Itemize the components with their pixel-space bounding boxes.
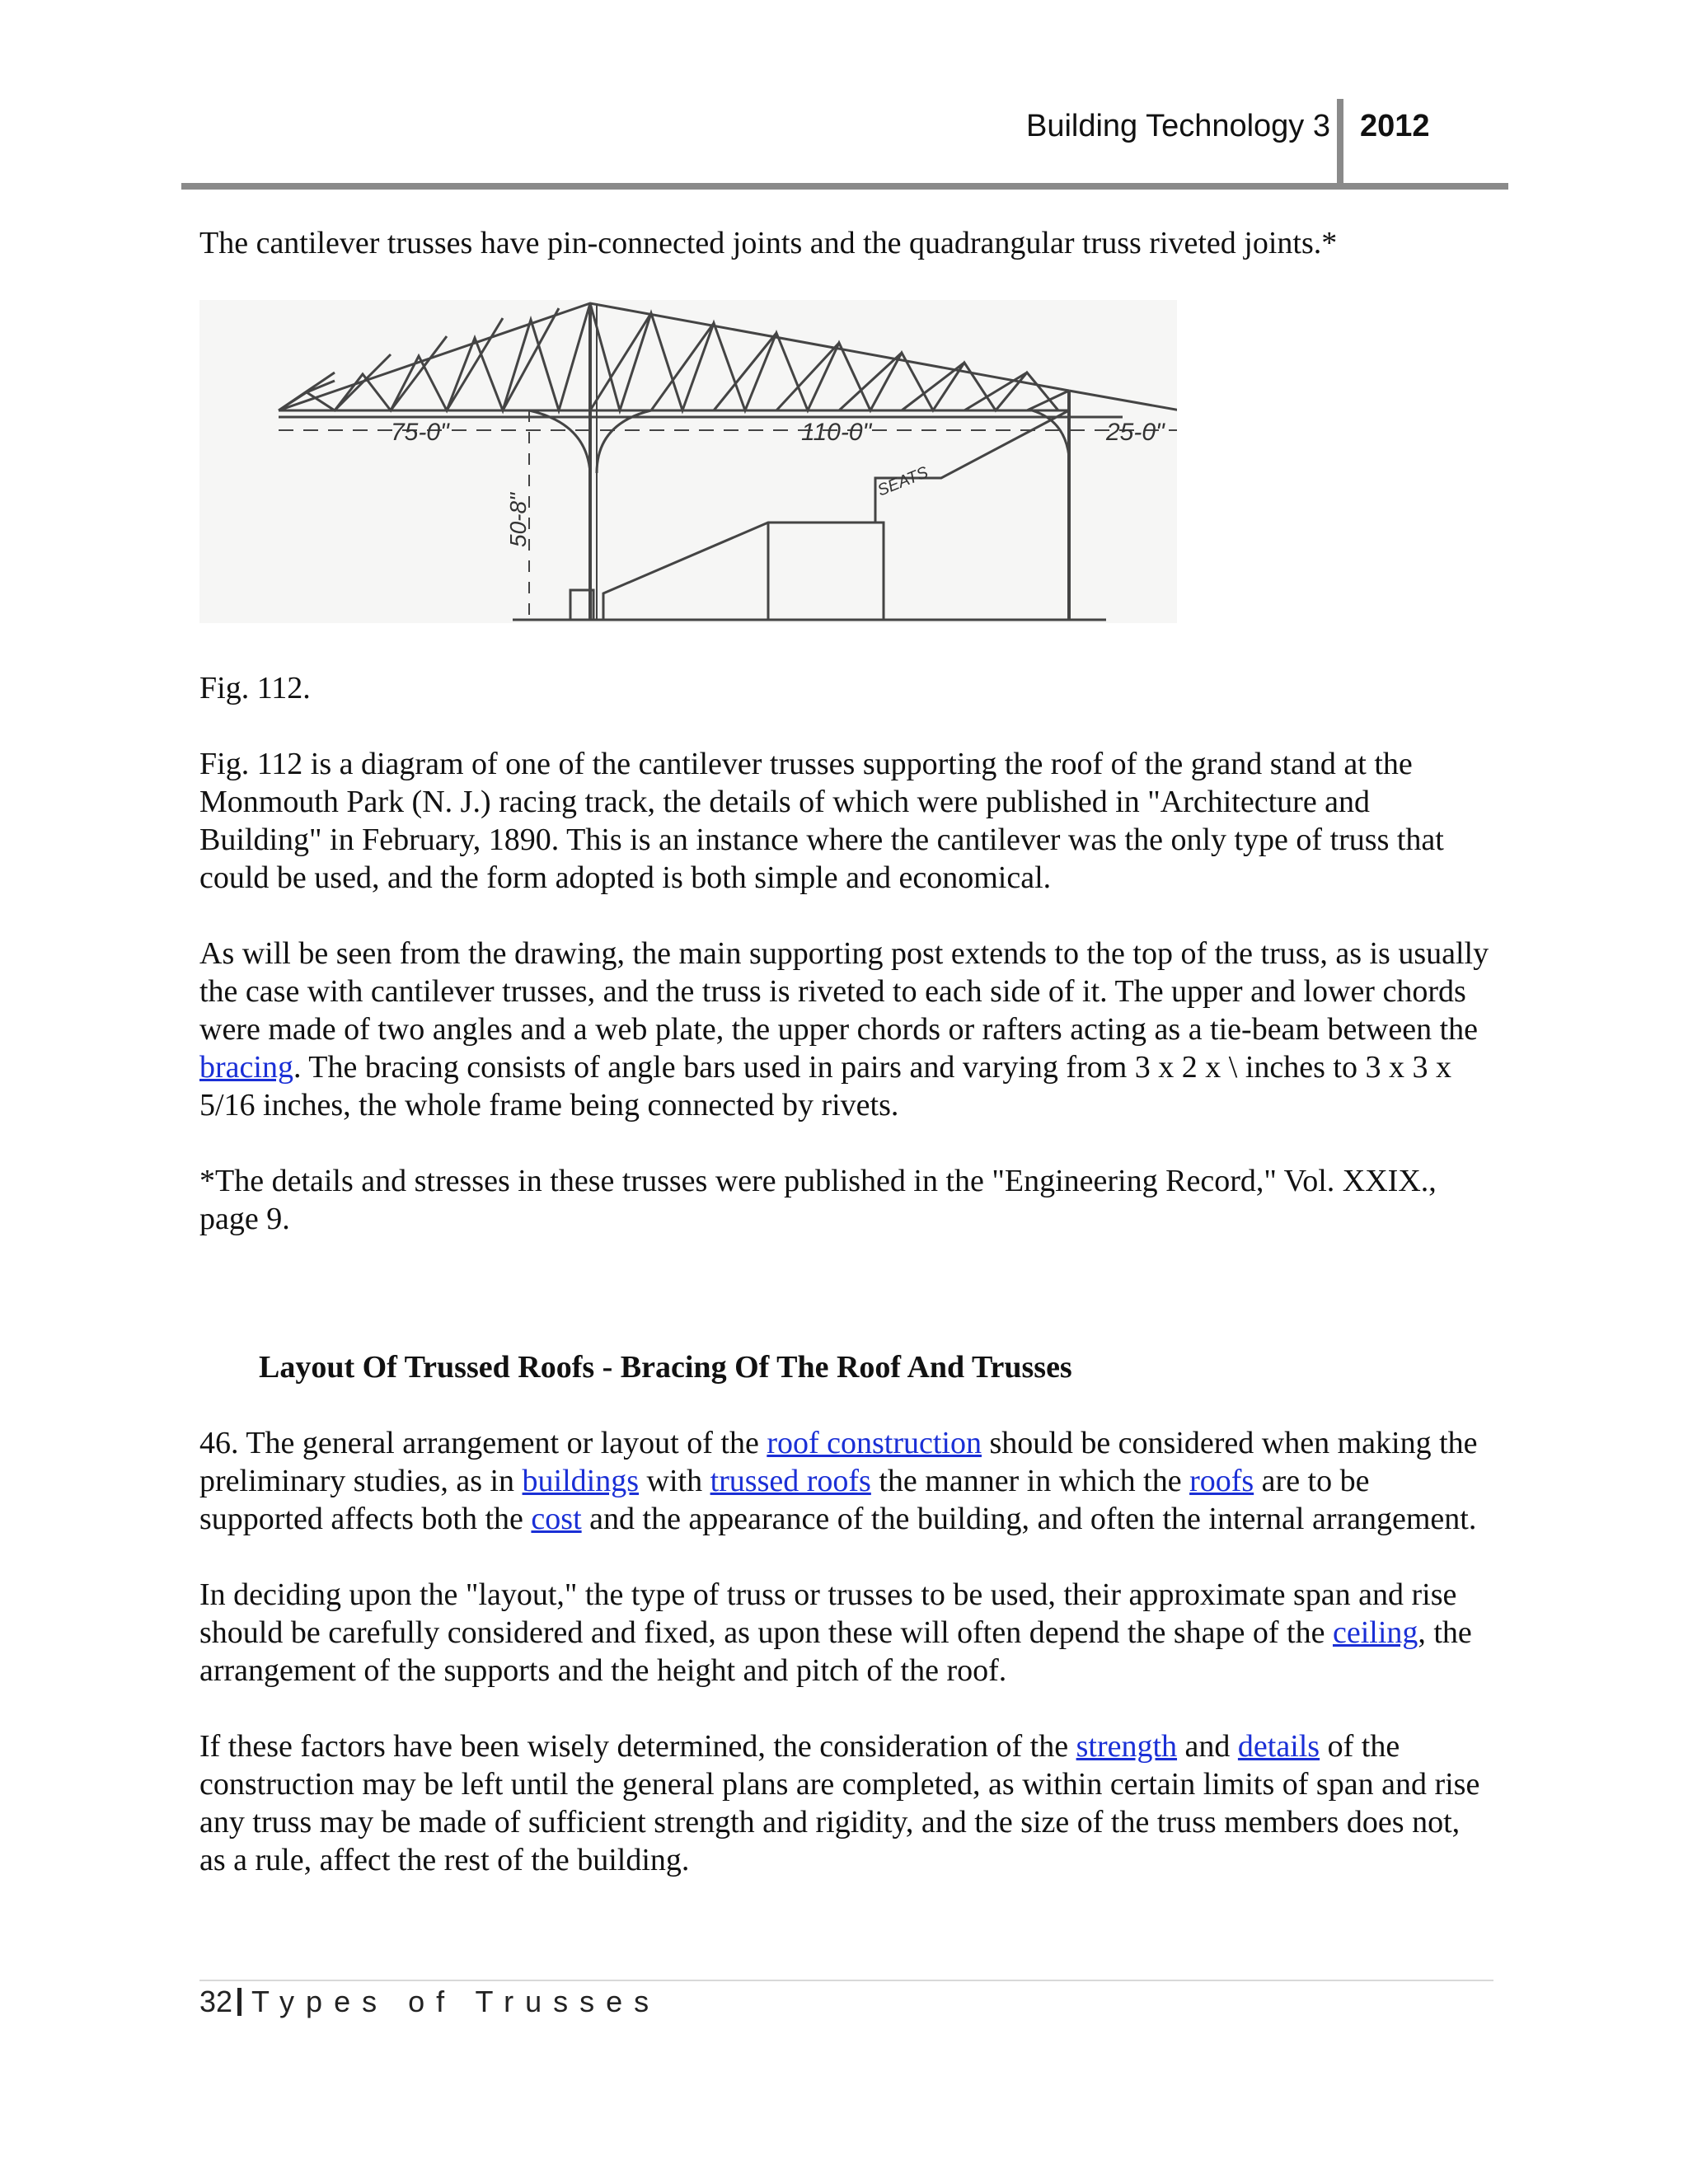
- dimension-left-label: 75-0": [391, 419, 449, 446]
- paragraph-text: As will be seen from the drawing, the main supporting post extends to the top of the truss, as is usually the case with cantilever trusses, and the truss is riveted to each side of it. The upper and lower chords were made of two angles and a web plate, the upper chords or rafters acting as a tie-beam between the: [199, 936, 1489, 1047]
- roof-construction-link[interactable]: roof construction: [767, 1426, 982, 1460]
- paragraph-text: the manner in which the: [870, 1464, 1190, 1498]
- section-heading: Layout Of Trussed Roofs - Bracing Of The Roof And Trusses: [259, 1350, 1072, 1385]
- paragraph-text: 46. The general arrangement or layout of the: [199, 1426, 767, 1460]
- page-footer: [199, 1985, 660, 2019]
- truss-detail-paragraph: [199, 935, 1493, 1124]
- intro-paragraph: The cantilever trusses have pin-connected joints and the quadrangular truss riveted joints.*: [199, 226, 1338, 260]
- header-title: Building Technology 3: [1025, 109, 1330, 143]
- ceiling-link[interactable]: ceiling: [1332, 1615, 1418, 1650]
- figure-caption: Fig. 112.: [199, 671, 311, 705]
- deciding-paragraph: [199, 1576, 1493, 1690]
- roof-right-tip: [1069, 391, 1177, 410]
- truss-figure: [199, 300, 1177, 623]
- paragraph-text: should be considered when making the preliminary studies, as in: [199, 1426, 1478, 1498]
- page-content: [199, 224, 1493, 1879]
- header-year: 2012: [1360, 109, 1430, 143]
- cost-link[interactable]: cost: [531, 1502, 582, 1536]
- footer-rule: [199, 1980, 1493, 1981]
- header-divider: [1337, 99, 1343, 186]
- dimension-height-label: 50-8": [505, 493, 531, 547]
- bracing-link[interactable]: bracing: [199, 1050, 293, 1085]
- truss-diagram: [199, 300, 1177, 623]
- page-number: 32: [199, 1985, 233, 2018]
- figure-description-paragraph: Fig. 112 is a diagram of one of the cantilever trusses supporting the roof of the grand stand at the Monmouth Park (N. J.) racing track, the details of which were published in "Architecture and Building" in February, 1890. This is an instance where the cantilever was the only type of truss that could be used, and the form adopted is both simple and economical.: [199, 747, 1444, 895]
- paragraph-text: of the construction may be left until the general plans are completed, as within certain limits of span and rise any truss may be made of sufficient strength and rigidity, and the size of the truss members does not, as a rule, affect the rest of the building.: [199, 1729, 1480, 1877]
- paragraph-text: are to be supported affects both the: [199, 1464, 1370, 1536]
- paragraph-text: . The bracing consists of angle bars used in pairs and varying from 3 x 2 x \ inches to 3 x 3 x 5/16 inches, the whole frame being connected by rivets.: [199, 1050, 1451, 1122]
- upper-stand: [875, 410, 1069, 523]
- page-header: [0, 0, 1688, 198]
- header-rule: [181, 183, 1508, 190]
- roofs-link[interactable]: roofs: [1189, 1464, 1254, 1498]
- paragraph-text: If these factors have been wisely determined, the consideration of the: [199, 1729, 1076, 1764]
- stand-steps: [603, 523, 884, 620]
- paragraph-text: and the appearance of the building, and often the internal arrangement.: [581, 1502, 1477, 1536]
- dimension-middle-label: 110-0": [801, 419, 872, 446]
- footnote-paragraph: *The details and stresses in these trusses were published in the "Engineering Record," Vol. XXIX., page 9.: [199, 1164, 1437, 1236]
- lattice-right: [590, 303, 1069, 410]
- paragraph-text: with: [639, 1464, 710, 1498]
- paragraph-text: and: [1177, 1729, 1238, 1764]
- footer-title: Types of Trusses: [251, 1985, 661, 2018]
- details-link[interactable]: details: [1237, 1729, 1320, 1764]
- buildings-link[interactable]: buildings: [522, 1464, 640, 1498]
- strength-link[interactable]: strength: [1076, 1729, 1178, 1764]
- factors-paragraph: [199, 1727, 1493, 1879]
- footer-separator: [237, 1988, 241, 2016]
- seats-label: SEATS: [874, 463, 931, 500]
- paragraph-text: In deciding upon the "layout," the type of truss or trusses to be used, their approximate span and rise should be carefully considered and fixed, as upon these will often depend the shape of the: [199, 1577, 1457, 1650]
- knee-braces: [529, 410, 1069, 473]
- roof-upper-chord: [279, 303, 1069, 410]
- paragraph-text: , the arrangement of the supports and the height and pitch of the roof.: [199, 1615, 1472, 1688]
- dimension-right-label: 25-0": [1106, 419, 1165, 446]
- trussed-roofs-link[interactable]: trussed roofs: [710, 1464, 871, 1498]
- layout-paragraph: [199, 1424, 1493, 1538]
